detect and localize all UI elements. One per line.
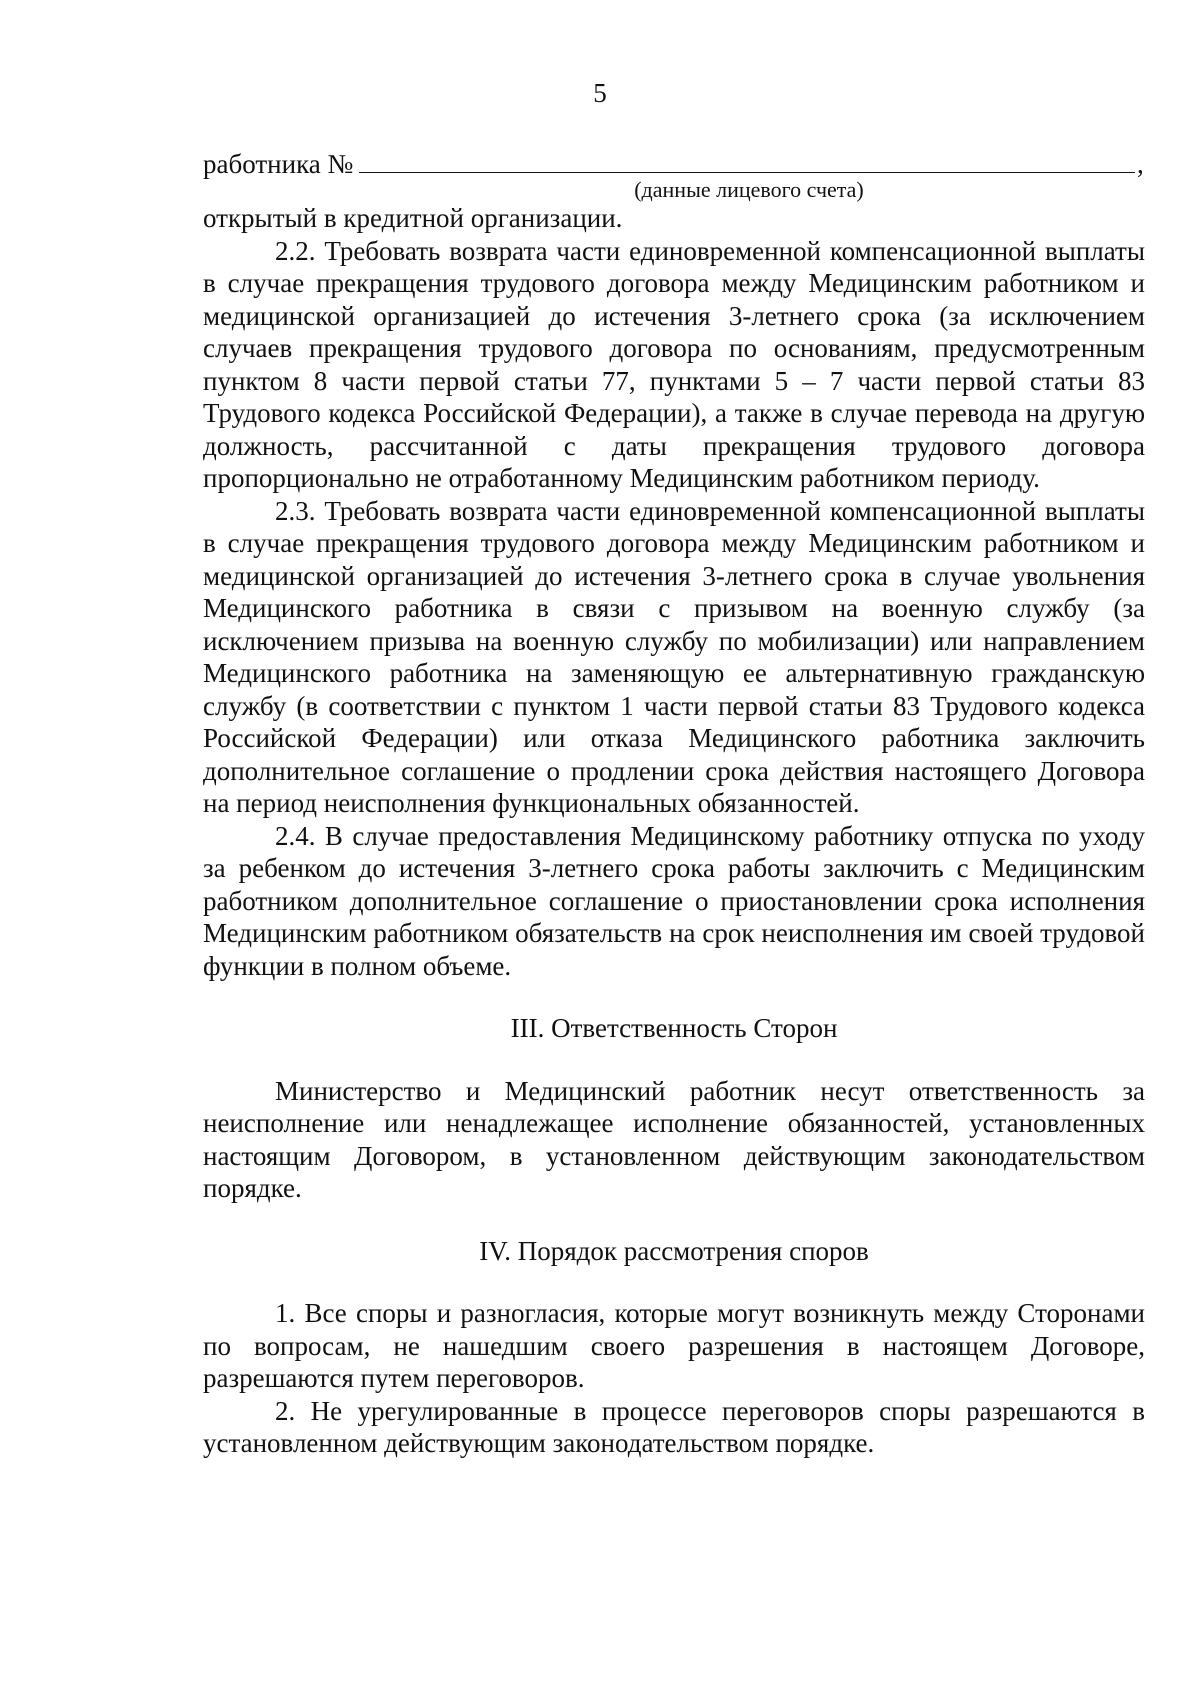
account-comma: , xyxy=(1137,149,1144,179)
paragraph-2-4: 2.4. В случае предоставления Медицинскому работнику отпуска по уходу за ребенком до истечения 3-летнего срока работы заключить с Медицинским работником дополнительное соглашение о приостановлении срока исполнения Медицинским работником обязательств на срок неисполнения им своей трудовой функции в полном объеме. xyxy=(203,820,1145,981)
paragraph-2-2: 2.2. Требовать возврата части единовременной компенсационной выплаты в случае прекращения трудового договора между Медицинским работником и медицинской организацией до истечения 3-летнего срока (за исключением случаев прекращения трудового договора по основаниям, предусмотренным пунктом 8 части первой статьи 77, пунктами 5 – 7 части первой статьи 83 Трудового кодекса Российской Федерации), а также в случае перевода на другую должность, рассчитанной с даты прекращения трудового договора пропорционально не отработанному Медицинским работником периоду. xyxy=(203,235,1145,493)
account-label: работника № xyxy=(203,149,354,179)
account-caption: (данные лицевого счета) xyxy=(634,177,864,202)
section-3-heading: III. Ответственность Сторон xyxy=(510,1013,838,1043)
section-4-paragraph-1: 1. Все споры и разногласия, которые могут возникнуть между Сторонами по вопросам, не нашедшим своего разрешения в настоящем Договоре, разрешаются путем переговоров. xyxy=(203,1298,1145,1393)
document-body xyxy=(203,148,1145,1460)
account-blank-field xyxy=(359,150,1135,173)
page-number: 5 xyxy=(593,78,607,108)
account-number-line xyxy=(203,148,1145,180)
section-4-paragraph-2: 2. Не урегулированные в процессе переговоров споры разрешаются в установленном действующим законодательством порядке. xyxy=(203,1395,1145,1458)
paragraph-2-3: 2.3. Требовать возврата части единовременной компенсационной выплаты в случае прекращения трудового договора между Медицинским работником и медицинской организацией до истечения 3-летнего срока в случае увольнения Медицинского работника в связи с призывом на военную службу (за исключением призыва на военную службу по мобилизации) или направлением Медицинского работника на заменяющую ее альтернативную гражданскую службу (в соответствии с пунктом 1 части первой статьи 83 Трудового кодекса Российской Федерации) или отказа Медицинского работника заключить дополнительное соглашение о продлении срока действия настоящего Договора на период неисполнения функциональных обязанностей. xyxy=(203,495,1145,818)
paragraph-credit-org: открытый в кредитной организации. xyxy=(203,203,623,233)
section-3-paragraph: Министерство и Медицинский работник несут ответственность за неисполнение или ненадлежащее исполнение обязанностей, установленных настоящим Договором, в установленном действующим законодательством порядке. xyxy=(203,1075,1145,1203)
section-4-heading: IV. Порядок рассмотрения споров xyxy=(479,1235,869,1266)
